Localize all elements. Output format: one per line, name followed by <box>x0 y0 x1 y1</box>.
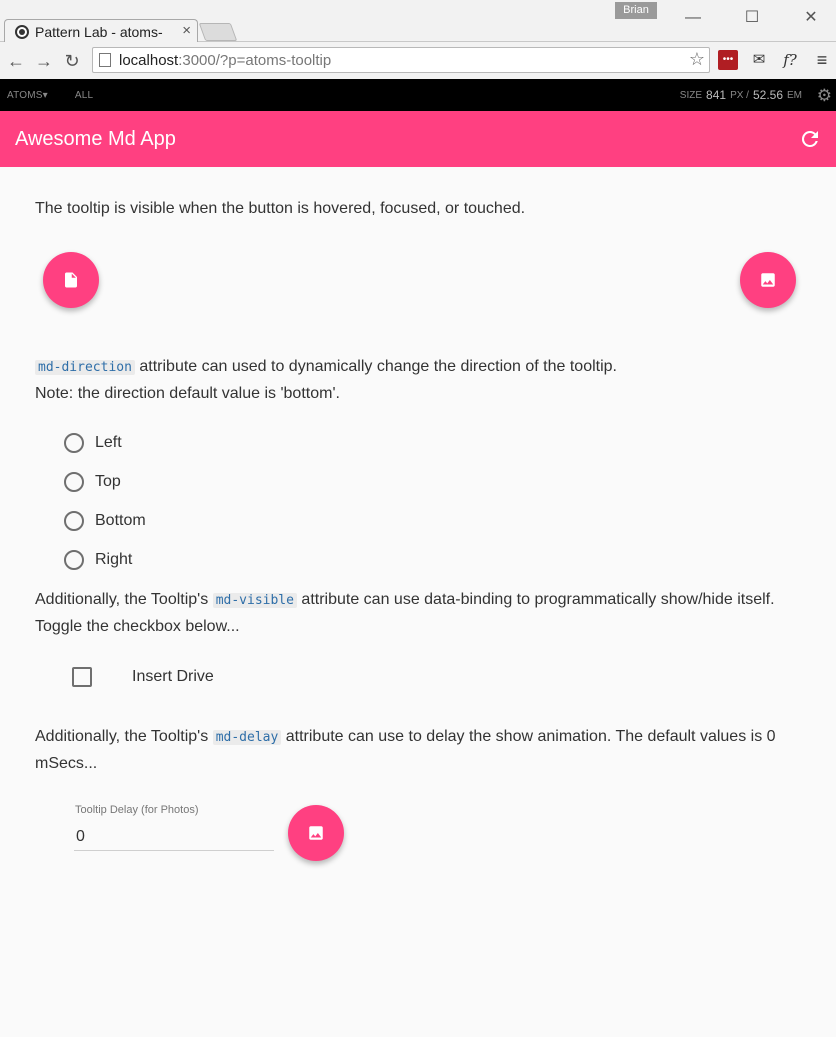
radio-label: Bottom <box>95 512 146 529</box>
minimize-icon[interactable]: — <box>685 9 701 26</box>
patternlab-bar <box>0 79 836 111</box>
reload-icon[interactable]: ↻ <box>64 50 80 71</box>
bookmark-star-icon[interactable]: ☆ <box>688 49 705 69</box>
md-visible-code: md-visible <box>213 593 297 608</box>
delayed-photo-fab-button[interactable] <box>288 805 344 861</box>
md-delay-code: md-delay <box>213 730 282 745</box>
size-em-value[interactable]: 52.56 <box>752 88 783 102</box>
radio-circle[interactable] <box>64 472 84 492</box>
nav-atoms-label: ATOMS <box>7 89 43 101</box>
px-unit: PX / <box>730 89 749 101</box>
browser-tab[interactable] <box>4 19 198 43</box>
page-icon <box>99 53 111 67</box>
direction-text: attribute can used to dynamically change the direction of the tooltip. <box>134 358 617 375</box>
visible-line2: Toggle the checkbox below... <box>35 618 240 635</box>
md-direction-code: md-direction <box>35 360 135 375</box>
radio-label: Left <box>95 434 122 451</box>
browser-toolbar <box>0 42 836 79</box>
photo-icon <box>759 271 777 289</box>
visible-description <box>35 586 775 614</box>
radio-top[interactable] <box>64 472 121 492</box>
url-path: :3000/?p=atoms-tooltip <box>178 51 332 69</box>
photo-icon <box>307 824 325 842</box>
size-label: SIZE <box>679 89 703 101</box>
favicon-icon <box>15 25 29 39</box>
checkbox-label[interactable]: Insert Drive <box>132 668 214 685</box>
radio-right[interactable] <box>64 550 132 570</box>
delay-input[interactable] <box>74 823 274 851</box>
chevron-down-icon: ▾ <box>42 89 48 101</box>
delay-description <box>35 723 776 751</box>
radio-circle[interactable] <box>64 511 84 531</box>
direction-note: Note: the direction default value is 'bottom'. <box>35 385 340 402</box>
lastpass-extension-icon[interactable]: ••• <box>718 50 738 70</box>
app-title: Awesome Md App <box>15 127 176 150</box>
window-close-icon[interactable]: ✕ <box>804 9 818 26</box>
radio-circle[interactable] <box>64 550 84 570</box>
address-bar[interactable] <box>92 47 710 73</box>
new-tab-button[interactable] <box>199 23 238 41</box>
browser-titlebar <box>0 0 836 42</box>
size-px-value[interactable]: 841 <box>706 88 727 102</box>
delay-pre-text: Additionally, the Tooltip's <box>35 728 213 745</box>
radio-left[interactable] <box>64 433 122 453</box>
visible-post-text: attribute can use data-binding to programmatically show/hide itself. <box>296 591 775 608</box>
viewport-size <box>680 79 802 111</box>
font-extension-icon[interactable]: f? <box>783 51 797 69</box>
direction-description <box>35 353 617 381</box>
tab-close-icon[interactable]: × <box>182 22 191 39</box>
refresh-icon[interactable] <box>798 127 822 151</box>
radio-label: Top <box>95 473 121 490</box>
maximize-icon[interactable]: ☐ <box>744 9 760 26</box>
menu-icon[interactable]: ≡ <box>816 50 828 70</box>
forward-icon[interactable]: → <box>35 50 53 71</box>
tab-title: Pattern Lab - atoms- <box>35 23 163 40</box>
intro-text: The tooltip is visible when the button is hovered, focused, or touched. <box>35 200 526 217</box>
radio-circle[interactable] <box>64 433 84 453</box>
visible-pre-text: Additionally, the Tooltip's <box>35 591 213 608</box>
photo-fab-button[interactable] <box>740 252 796 308</box>
em-unit: EM <box>787 89 802 101</box>
radio-bottom[interactable] <box>64 511 146 531</box>
document-fab-button[interactable] <box>43 252 99 308</box>
document-icon <box>62 271 80 289</box>
main-content <box>0 167 836 1037</box>
nav-all[interactable]: ALL <box>74 89 94 101</box>
insert-drive-checkbox[interactable] <box>72 667 92 687</box>
gear-icon[interactable]: ⚙ <box>816 86 832 105</box>
delay-field-label: Tooltip Delay (for Photos) <box>75 804 199 816</box>
nav-atoms[interactable] <box>0 90 48 101</box>
radio-label: Right <box>95 551 133 568</box>
delay-line2: mSecs... <box>35 755 98 772</box>
url-host: localhost <box>119 51 179 69</box>
mail-extension-icon[interactable]: ✉ <box>752 51 766 68</box>
delay-post-text: attribute can use to delay the show animation. The default values is 0 <box>281 728 776 745</box>
profile-badge[interactable]: Brian <box>615 2 657 19</box>
back-icon[interactable]: ← <box>7 50 25 71</box>
app-toolbar <box>0 111 836 167</box>
